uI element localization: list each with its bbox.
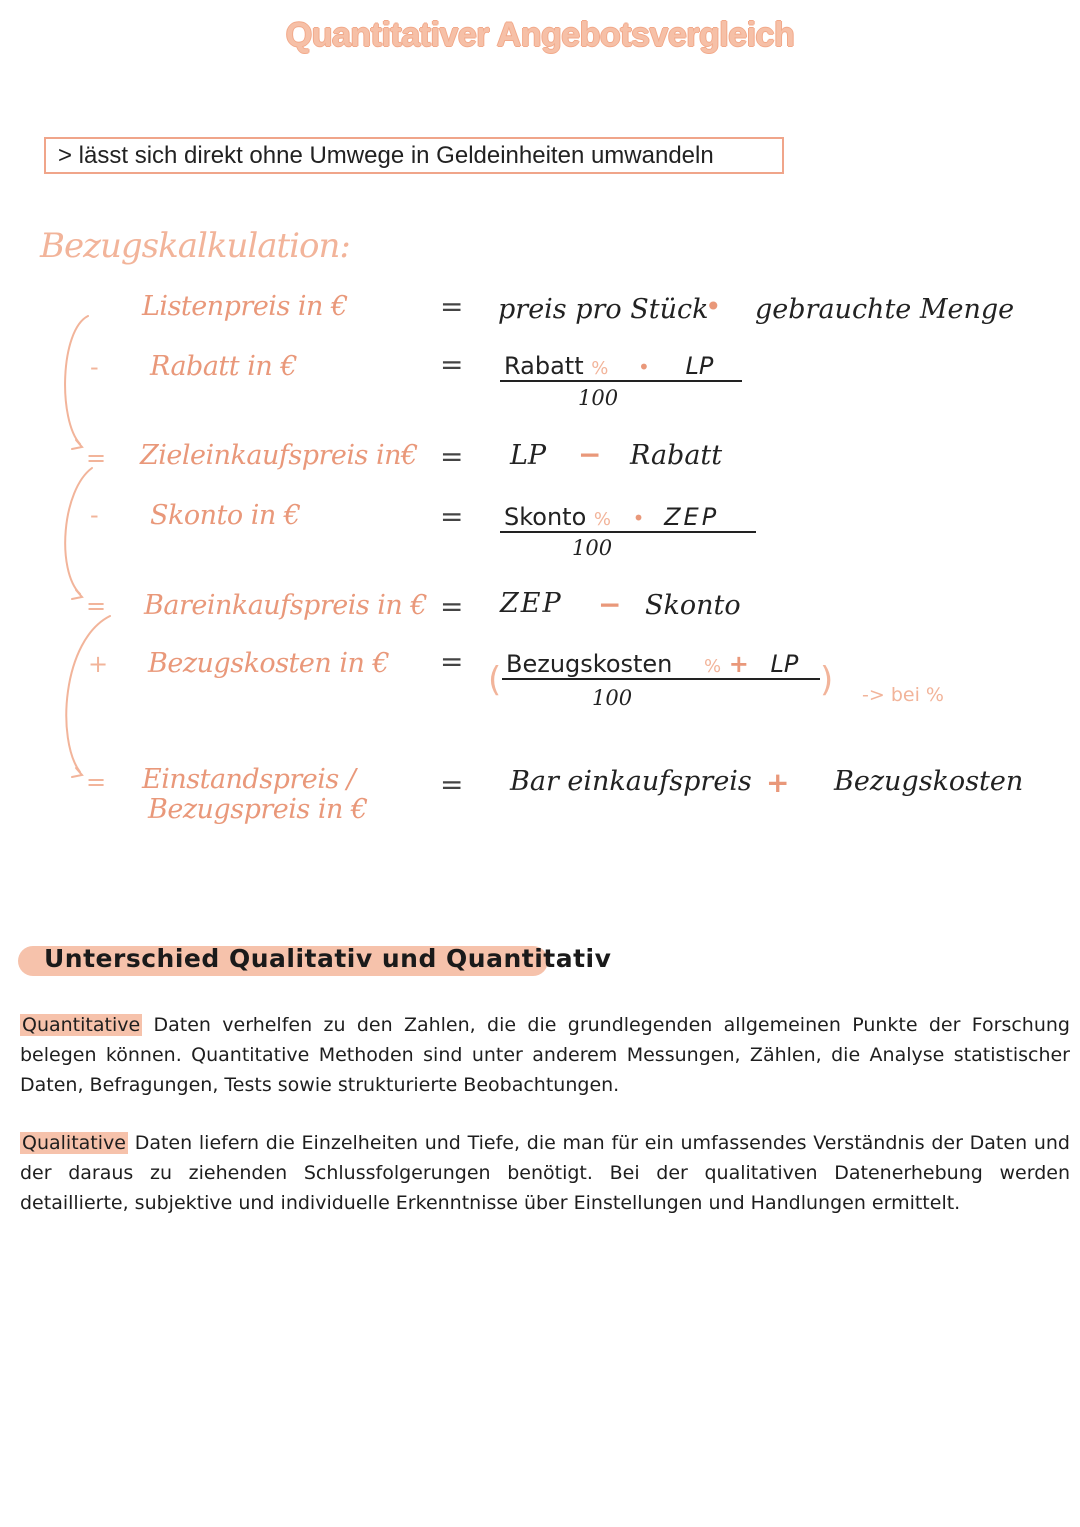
paragraph-qualitativ — [20, 1128, 1070, 1218]
num-zep: ZEP — [664, 503, 720, 531]
section-heading-unterschied: Unterschied Qualitativ und Quantitativ — [44, 944, 612, 973]
equals-einstand: = — [440, 768, 464, 801]
num-lp: LP — [685, 352, 714, 380]
equals-sign-barein: = — [86, 592, 107, 620]
label-listenpreis: Listenpreis in € — [142, 291, 348, 322]
definition-box — [44, 137, 784, 174]
minus-sign-skonto: - — [90, 501, 99, 529]
rhs-bareinkaufspreis: Bar einkaufspreis — [510, 766, 752, 797]
label-skonto: Skonto in € — [150, 500, 301, 531]
section-heading-bezugskalkulation: Bezugskalkulation: — [40, 226, 350, 266]
page-title: Quantitativer Angebotsvergleich — [285, 16, 795, 54]
equals-bezugskosten: = — [440, 645, 464, 678]
equals-barein: = — [440, 590, 464, 623]
equals-rabatt: = — [440, 348, 464, 381]
num-skonto: Skonto — [504, 503, 587, 531]
fraction-numerator-skonto — [500, 503, 756, 533]
label-bezugskosten: Bezugskosten in € — [148, 648, 390, 679]
plus-operator: + — [766, 766, 790, 799]
paragraph-quantitativ-text: Daten verhelfen zu den Zahlen, die die grundlegenden allgemeinen Punkte der Forschung belegen können. Quantitative Methoden sind unter anderem Messungen, Zählen, die Analyse statistischer Daten, Befragungen, Tests sowie strukturierte Beobachtungen. — [20, 1014, 1070, 1096]
definition-text: > lässt sich direkt ohne Umwege in Geldeinheiten umwandeln — [58, 142, 714, 169]
multiply-dot: • — [638, 355, 650, 379]
open-paren: ( — [488, 660, 502, 700]
fraction-denominator-rabatt: 100 — [578, 386, 619, 410]
num-lp: LP — [770, 650, 799, 678]
multiply-dot: • — [632, 506, 645, 530]
rhs-rabatt: Rabatt — [630, 440, 723, 471]
rhs-skonto: Skonto — [645, 590, 741, 621]
fraction-denominator-skonto: 100 — [572, 536, 613, 560]
percent-sign: % — [593, 509, 612, 530]
multiply-dot: • — [705, 290, 722, 323]
minus-sign-rabatt: - — [90, 353, 99, 381]
fraction-numerator-rabatt — [500, 352, 742, 382]
keyword-quantitative: Quantitative — [22, 1014, 141, 1036]
close-paren: ) — [820, 660, 834, 700]
rhs-gebrauchte-menge: gebrauchte Menge — [755, 294, 1015, 325]
equals-zielein: = — [440, 440, 464, 473]
equals-listenpreis: = — [440, 290, 464, 323]
label-zieleinkaufspreis: Zieleinkaufspreis in€ — [140, 440, 418, 471]
fraction-numerator-bezugskosten — [502, 650, 820, 680]
keyword-qualitative: Qualitative — [22, 1132, 126, 1154]
rhs-lp: LP — [510, 440, 547, 471]
plus-sign-bezugskosten: + — [88, 650, 109, 678]
minus-operator: − — [598, 588, 622, 621]
rhs-preis-pro-stueck: preis pro Stück — [498, 294, 709, 325]
label-bareinkaufspreis: Bareinkaufspreis in € — [144, 590, 428, 621]
minus-operator: − — [578, 438, 602, 471]
num-rabatt: Rabatt — [504, 352, 584, 380]
rhs-zep: ZEP — [500, 588, 563, 619]
fraction-denominator-bezugskosten: 100 — [592, 686, 633, 710]
label-bezugspreis: Bezugspreis in € — [148, 794, 368, 825]
num-bezugskosten: Bezugskosten — [506, 650, 673, 678]
paragraph-quantitativ — [20, 1010, 1070, 1100]
plus-operator: + — [728, 650, 749, 678]
note-bei-prozent: -> bei % — [862, 684, 944, 706]
bracket-lines — [0, 0, 140, 840]
equals-skonto: = — [440, 500, 464, 533]
paragraph-qualitativ-text: Daten liefern die Einzelheiten und Tiefe, die man für ein umfassendes Verständnis der Daten und der daraus zu ziehenden Schlussfolgerungen benötigt. Bei der qualitativen Datenerhebung werden detaillierte, subjektive und individuelle Erkenntnisse über Einstellungen und Handlungen ermittelt. — [20, 1132, 1070, 1214]
percent-sign: % — [591, 358, 609, 379]
equals-sign-einstand: = — [86, 768, 107, 796]
label-einstandspreis: Einstandspreis / — [142, 764, 356, 795]
rhs-bezugskosten: Bezugskosten — [834, 766, 1024, 797]
equals-sign-zielein: = — [86, 444, 107, 472]
percent-sign: % — [704, 656, 722, 677]
label-rabatt: Rabatt in € — [150, 351, 297, 382]
